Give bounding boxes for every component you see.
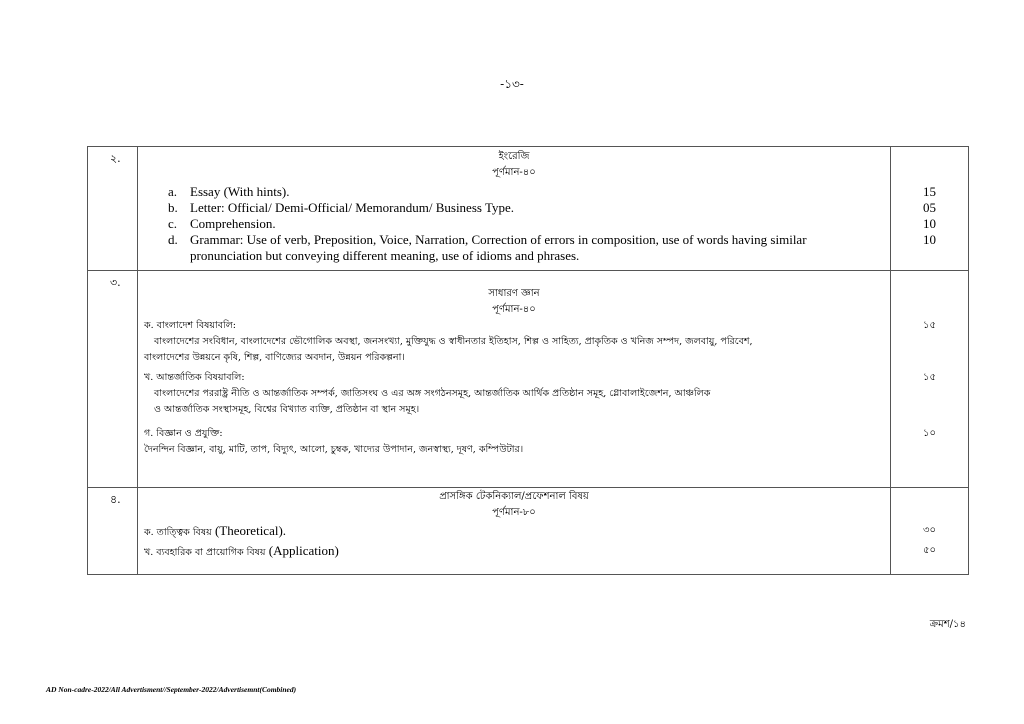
section-text: বাংলাদেশের সংবিধান, বাংলাদেশের ভৌগোলিক অবস্থা, জনসংখ্যা, মুক্তিযুদ্ধ ও স্বাধীনতার ইতিহাস, শিল্প ও সাহিত্য, প্রাকৃতিক ও খনিজ সম্পদ, জলবায়ু, পরিবেশ, xyxy=(154,336,753,347)
list-item: c. Comprehension. xyxy=(168,216,276,231)
marks-cell xyxy=(891,271,969,488)
serial-number: ৩. xyxy=(88,271,138,488)
footer-text: AD Non-cadre-2022/All Advertisment//September-2022/Advertisemnt(Combined) xyxy=(46,685,297,694)
serial-number: ৪. xyxy=(88,488,138,575)
subject-title: সাধারণ জ্ঞান xyxy=(488,288,540,299)
continued-note: ক্রমশ/১৪ xyxy=(929,619,966,630)
subject-title: প্রাসঙ্গিক টেকনিক্যাল/প্রফেশনাল বিষয় xyxy=(439,491,589,502)
subject-cell xyxy=(138,271,891,488)
marks-value: 10 xyxy=(923,216,936,231)
list-item: a. Essay (With hints). xyxy=(168,184,290,199)
table-row-english xyxy=(88,147,969,271)
marks-value: ৫০ xyxy=(923,545,936,556)
list-item: d. Grammar: Use of verb, Preposition, Voice, Narration, Correction of errors in composition, use of words having similar xyxy=(168,232,807,247)
full-marks: পূর্ণমান-৪০ xyxy=(492,167,536,178)
table-row-technical xyxy=(88,488,969,575)
marks-value: ১৫ xyxy=(923,372,936,383)
list-item: খ. ব্যবহারিক বা প্রায়োগিক বিষয় (Application) xyxy=(144,543,339,558)
syllabus-table xyxy=(87,146,969,575)
section-text: ও আন্তর্জাতিক সংস্থাসমূহ, বিশ্বের বিখ্যাত ব্যক্তি, প্রতিষ্ঠান বা স্থান সমূহ। xyxy=(154,404,420,415)
marks-cell xyxy=(891,147,969,271)
marks-value: 10 xyxy=(923,232,936,247)
marks-value: ৩০ xyxy=(922,525,936,536)
list-item: b. Letter: Official/ Demi-Official/ Memorandum/ Business Type. xyxy=(168,200,515,215)
table-row-general-knowledge xyxy=(88,271,969,488)
section-heading: খ. আন্তর্জাতিক বিষয়াবলি: xyxy=(144,372,245,383)
section-heading: গ. বিজ্ঞান ও প্রযুক্তি: xyxy=(144,428,223,439)
full-marks: পূর্ণমান-৮০ xyxy=(492,507,536,518)
page-number: -১৩- xyxy=(500,77,524,91)
full-marks: পূর্ণমান-৪০ xyxy=(492,304,536,315)
section-text: দৈনন্দিন বিজ্ঞান, বায়ু, মাটি, তাপ, বিদ্যুৎ, আলো, চুম্বক, খাদ্যের উপাদান, জনস্বাস্থ্য, দূষণ, কম্পিউটার। xyxy=(144,444,524,455)
subject-title: ইংরেজি xyxy=(498,151,530,162)
marks-value: 05 xyxy=(923,200,936,215)
subject-cell xyxy=(138,147,891,271)
section-text: বাংলাদেশের উন্নয়নে কৃষি, শিল্প, বাণিজ্যের অবদান, উন্নয়ন পরিকল্পনা। xyxy=(144,352,405,363)
serial-number: ২. xyxy=(88,147,138,271)
section-heading: ক. বাংলাদেশ বিষয়াবলি: xyxy=(144,320,236,331)
marks-value: 15 xyxy=(923,184,936,199)
marks-value: ১৫ xyxy=(923,320,936,331)
marks-cell xyxy=(891,488,969,575)
list-item: ক. তাত্ত্বিক বিষয় (Theoretical). xyxy=(144,523,287,538)
section-text: বাংলাদেশের পররাষ্ট্র নীতি ও আন্তর্জাতিক সম্পর্ক, জাতিসংঘ ও এর অঙ্গ সংগঠনসমূহ, আন্তর্জাতিক আর্থিক প্রতিষ্ঠান সমূহ, গ্লোবালাইজেশন, আঞ্চলিক xyxy=(154,388,711,399)
list-item-continued: pronunciation but conveying different meaning, use of idioms and phrases. xyxy=(190,248,580,263)
subject-cell xyxy=(138,488,891,575)
marks-value: ১০ xyxy=(923,428,936,439)
